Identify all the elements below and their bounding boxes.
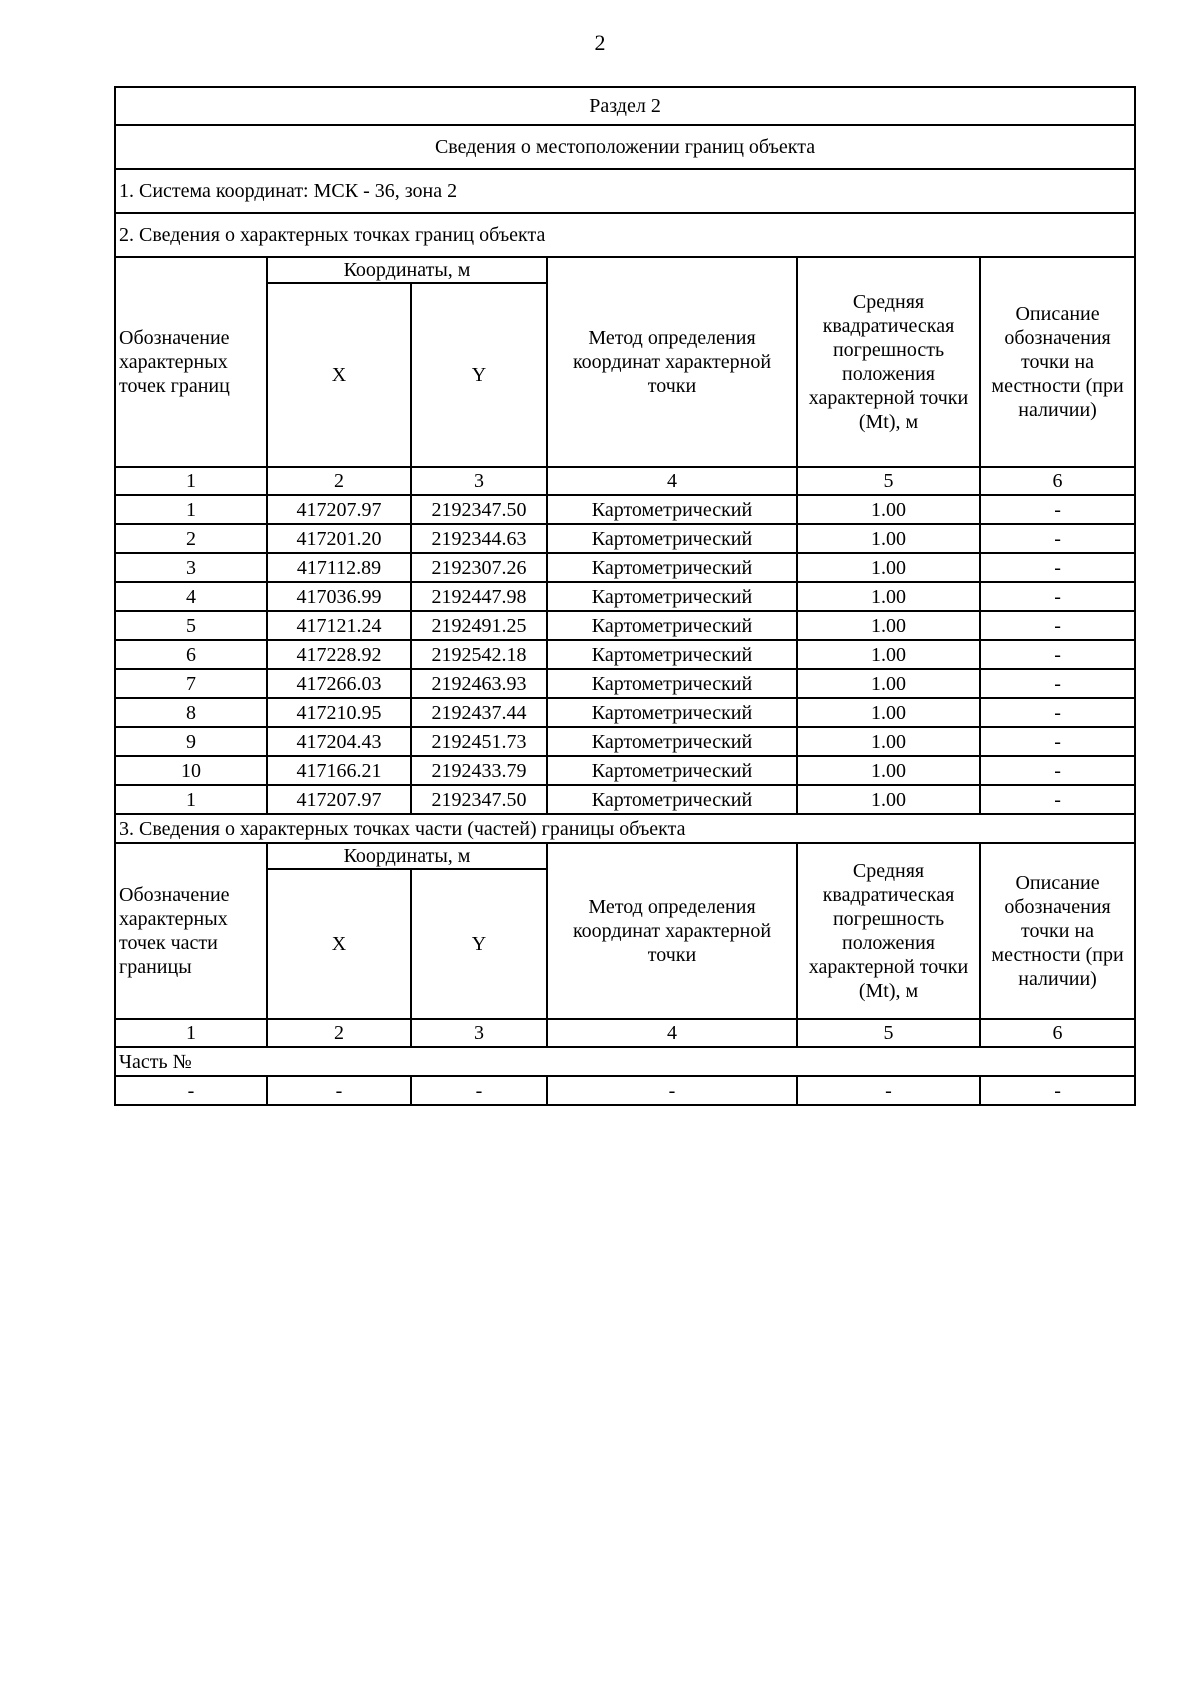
point-method: Картометрический — [547, 495, 797, 524]
part-point-number: - — [115, 1076, 267, 1105]
boundary-table — [114, 86, 1136, 1106]
part-label-row — [115, 1047, 1135, 1076]
points-col-numbers-row — [115, 467, 1135, 495]
page-number: 2 — [594, 30, 606, 55]
point-desc: - — [980, 756, 1135, 785]
point-mt: 1.00 — [797, 785, 980, 814]
points-section-title-row — [115, 213, 1135, 257]
point-method: Картометрический — [547, 669, 797, 698]
table-row — [115, 582, 1135, 611]
col-number: 3 — [411, 1019, 547, 1047]
point-desc: - — [980, 727, 1135, 756]
point-x: 417036.99 — [267, 582, 411, 611]
point-method: Картометрический — [547, 785, 797, 814]
table-row — [115, 611, 1135, 640]
point-number: 4 — [115, 582, 267, 611]
header-method: Метод определения координат характерной точки — [547, 843, 797, 1019]
col-number: 2 — [267, 467, 411, 495]
point-method: Картометрический — [547, 524, 797, 553]
table-row — [115, 553, 1135, 582]
section-subtitle: Сведения о местоположении границ объекта — [115, 125, 1135, 169]
points-section-title: 2. Сведения о характерных точках границ объекта — [115, 213, 1135, 257]
coord-system: 1. Система координат: МСК - 36, зона 2 — [115, 169, 1135, 213]
table-row — [115, 524, 1135, 553]
point-y: 2192307.26 — [411, 553, 547, 582]
point-x: 417207.97 — [267, 785, 411, 814]
col-number: 4 — [547, 467, 797, 495]
table-row — [115, 698, 1135, 727]
col-number: 1 — [115, 467, 267, 495]
point-desc: - — [980, 698, 1135, 727]
table-row — [115, 495, 1135, 524]
point-desc: - — [980, 582, 1135, 611]
point-method: Картометрический — [547, 756, 797, 785]
point-method: Картометрический — [547, 640, 797, 669]
point-mt: 1.00 — [797, 727, 980, 756]
point-y: 2192463.93 — [411, 669, 547, 698]
point-method: Картометрический — [547, 611, 797, 640]
header-method: Метод определения координат характерной точки — [547, 257, 797, 467]
part-label: Часть № — [115, 1047, 1135, 1076]
part-point-mt: - — [797, 1076, 980, 1105]
point-number: 9 — [115, 727, 267, 756]
point-mt: 1.00 — [797, 553, 980, 582]
points-header-row — [115, 257, 1135, 283]
point-mt: 1.00 — [797, 611, 980, 640]
point-number: 10 — [115, 756, 267, 785]
point-mt: 1.00 — [797, 524, 980, 553]
point-x: 417204.43 — [267, 727, 411, 756]
col-number: 3 — [411, 467, 547, 495]
point-y: 2192344.63 — [411, 524, 547, 553]
point-method: Картометрический — [547, 698, 797, 727]
part-point-x: - — [267, 1076, 411, 1105]
parts-header-row — [115, 843, 1135, 869]
header-description: Описание обозначения точки на местности (при наличии) — [980, 843, 1135, 1019]
col-number: 5 — [797, 467, 980, 495]
part-point-method: - — [547, 1076, 797, 1105]
col-number: 5 — [797, 1019, 980, 1047]
parts-section-title-row — [115, 814, 1135, 843]
col-number: 6 — [980, 467, 1135, 495]
part-point-y: - — [411, 1076, 547, 1105]
col-number: 4 — [547, 1019, 797, 1047]
point-method: Картометрический — [547, 553, 797, 582]
point-desc: - — [980, 495, 1135, 524]
coord-system-row — [115, 169, 1135, 213]
table-row — [115, 727, 1135, 756]
point-desc: - — [980, 611, 1135, 640]
table-row — [115, 785, 1135, 814]
section-title: Раздел 2 — [115, 87, 1135, 125]
header-designation: Обозначение характерных точек границ — [115, 257, 267, 467]
point-x: 417166.21 — [267, 756, 411, 785]
point-method: Картометрический — [547, 582, 797, 611]
point-y: 2192542.18 — [411, 640, 547, 669]
point-x: 417228.92 — [267, 640, 411, 669]
point-number: 3 — [115, 553, 267, 582]
point-y: 2192347.50 — [411, 785, 547, 814]
point-y: 2192451.73 — [411, 727, 547, 756]
col-number: 6 — [980, 1019, 1135, 1047]
point-x: 417266.03 — [267, 669, 411, 698]
point-mt: 1.00 — [797, 698, 980, 727]
parts-section-title: 3. Сведения о характерных точках части (частей) границы объекта — [115, 814, 1135, 843]
header-description: Описание обозначения точки на местности (при наличии) — [980, 257, 1135, 467]
header-y: Y — [411, 869, 547, 1019]
section-subtitle-row — [115, 125, 1135, 169]
point-x: 417201.20 — [267, 524, 411, 553]
point-desc: - — [980, 524, 1135, 553]
point-y: 2192491.25 — [411, 611, 547, 640]
point-method: Картометрический — [547, 727, 797, 756]
header-error: Средняя квадратическая погрешность положения характерной точки (Mt), м — [797, 257, 980, 467]
table-body — [115, 87, 1135, 1105]
header-x: X — [267, 869, 411, 1019]
point-desc: - — [980, 669, 1135, 698]
point-desc: - — [980, 785, 1135, 814]
point-x: 417121.24 — [267, 611, 411, 640]
section-title-row — [115, 87, 1135, 125]
table-row — [115, 1076, 1135, 1105]
table-row — [115, 640, 1135, 669]
point-number: 5 — [115, 611, 267, 640]
point-number: 7 — [115, 669, 267, 698]
header-y: Y — [411, 283, 547, 467]
point-number: 1 — [115, 495, 267, 524]
point-y: 2192347.50 — [411, 495, 547, 524]
table-row — [115, 756, 1135, 785]
point-desc: - — [980, 553, 1135, 582]
point-number: 2 — [115, 524, 267, 553]
point-mt: 1.00 — [797, 495, 980, 524]
point-x: 417210.95 — [267, 698, 411, 727]
point-desc: - — [980, 640, 1135, 669]
point-mt: 1.00 — [797, 582, 980, 611]
col-number: 1 — [115, 1019, 267, 1047]
point-mt: 1.00 — [797, 669, 980, 698]
point-x: 417112.89 — [267, 553, 411, 582]
point-number: 8 — [115, 698, 267, 727]
point-y: 2192447.98 — [411, 582, 547, 611]
header-error: Средняя квадратическая погрешность положения характерной точки (Mt), м — [797, 843, 980, 1019]
parts-col-numbers-row — [115, 1019, 1135, 1047]
point-mt: 1.00 — [797, 756, 980, 785]
point-mt: 1.00 — [797, 640, 980, 669]
part-point-desc: - — [980, 1076, 1135, 1105]
point-y: 2192433.79 — [411, 756, 547, 785]
header-designation: Обозначение характерных точек части границы — [115, 843, 267, 1019]
point-number: 6 — [115, 640, 267, 669]
header-coords: Координаты, м — [267, 257, 547, 283]
header-x: X — [267, 283, 411, 467]
table-row — [115, 669, 1135, 698]
point-number: 1 — [115, 785, 267, 814]
point-y: 2192437.44 — [411, 698, 547, 727]
point-x: 417207.97 — [267, 495, 411, 524]
col-number: 2 — [267, 1019, 411, 1047]
header-coords: Координаты, м — [267, 843, 547, 869]
